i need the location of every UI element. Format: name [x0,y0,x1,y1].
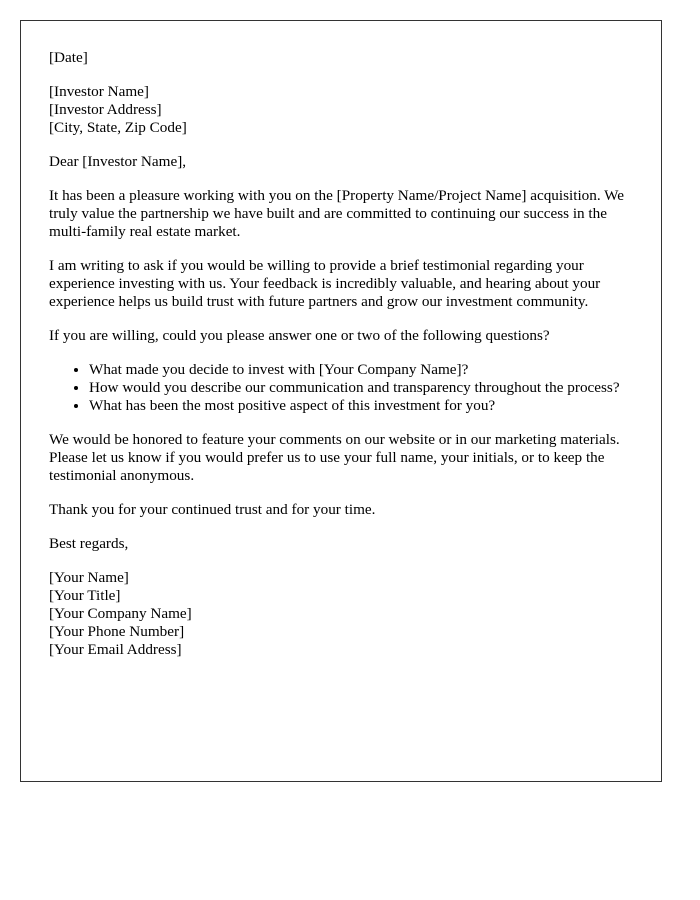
recipient-city-state-zip: [City, State, Zip Code] [49,119,187,136]
signature-email: [Your Email Address] [49,641,182,658]
recipient-name: [Investor Name] [49,83,149,100]
recipient-address: [Investor Address] [49,101,162,118]
question-item: • What has been the most positive aspect of this investment for you? [89,397,633,415]
signature-company: [Your Company Name] [49,605,192,622]
questions-intro-paragraph: If you are willing, could you please answer one or two of the following questions? [49,327,550,344]
salutation: Dear [Investor Name], [49,153,187,170]
letter-date: [Date] [49,49,88,66]
recipient-block [49,83,633,137]
request-paragraph: I am writing to ask if you would be willing to provide a brief testimonial regarding your experience investing with us. Your feedback is incredibly valuable, and hearing about your experience helps us build trust with future partners and grow our investment community. [49,257,601,310]
intro-paragraph: It has been a pleasure working with you on the [Property Name/Project Name] acquisition. We truly value the partnership we have built and are committed to continuing our success in the multi-family real estate market. [49,187,625,240]
signature-title: [Your Title] [49,587,121,604]
thanks-paragraph: Thank you for your continued trust and for your time. [49,501,376,518]
questions-list [49,361,633,415]
closing: Best regards, [49,535,129,552]
question-item: • How would you describe our communication and transparency throughout the process? [89,379,633,397]
signature-name: [Your Name] [49,569,129,586]
signature-phone: [Your Phone Number] [49,623,185,640]
question-item: • What made you decide to invest with [Your Company Name]? [89,361,633,379]
signature-block [49,569,633,659]
feature-paragraph: We would be honored to feature your comments on our website or in our marketing materials. Please let us know if you would prefer us to use your full name, your initials, or to keep the testimonial anonymous. [49,431,620,484]
letter-document [20,20,662,782]
